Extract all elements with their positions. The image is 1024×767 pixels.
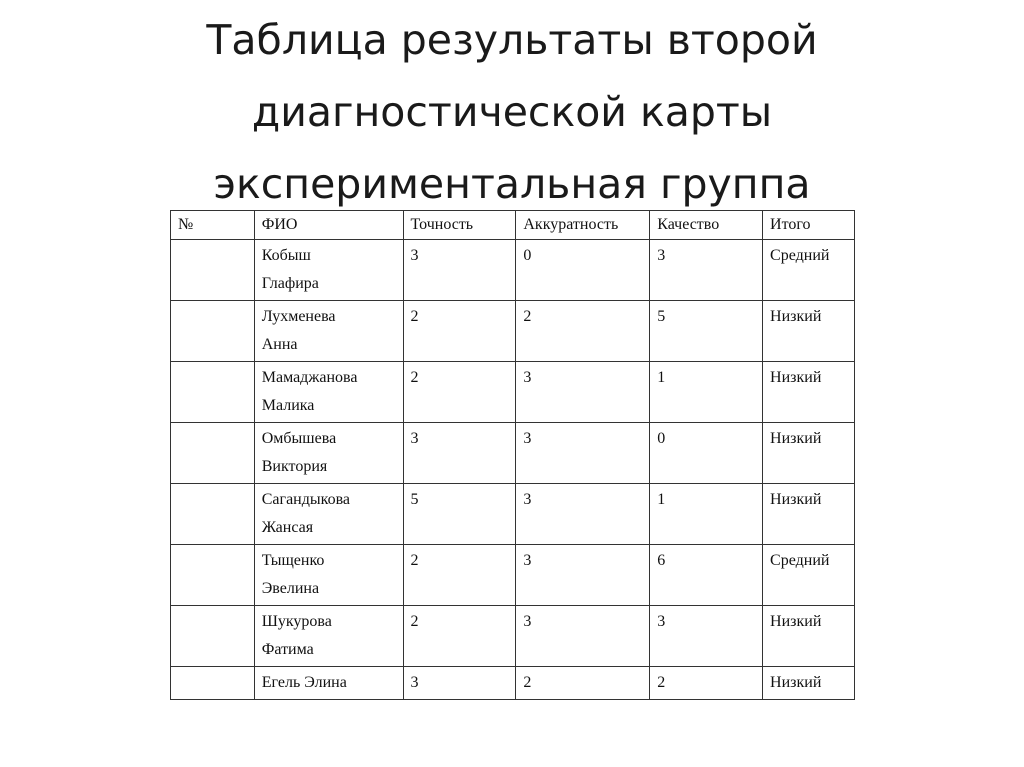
cell-quality: 3	[650, 240, 763, 301]
cell-accuracy: 2	[403, 545, 516, 606]
cell-name	[254, 667, 403, 700]
table-row	[171, 240, 855, 301]
name-line: Эвелина	[261, 580, 320, 597]
cell-total: Низкий	[763, 667, 855, 700]
cell-number	[171, 484, 255, 545]
name-line: Омбышева	[261, 430, 337, 447]
cell-neatness: 3	[516, 606, 650, 667]
cell-quality: 6	[650, 545, 763, 606]
cell-total: Низкий	[763, 301, 855, 362]
cell-number	[171, 240, 255, 301]
cell-total: Низкий	[763, 362, 855, 423]
name-line: Глафира	[261, 275, 319, 292]
header-number: №	[171, 211, 255, 240]
name-line: Фатима	[261, 641, 314, 658]
cell-number	[171, 545, 255, 606]
name-line: Тыщенко	[261, 552, 325, 569]
name-line: Виктория	[261, 458, 328, 475]
cell-name	[254, 606, 403, 667]
table-row	[171, 423, 855, 484]
slide-title	[60, 4, 964, 220]
cell-name	[254, 240, 403, 301]
header-accuracy: Точность	[403, 211, 516, 240]
table-body	[171, 240, 855, 700]
header-name: ФИО	[254, 211, 403, 240]
name-line: Сагандыкова	[261, 491, 351, 508]
cell-total: Низкий	[763, 606, 855, 667]
table-row	[171, 301, 855, 362]
cell-quality: 3	[650, 606, 763, 667]
cell-number	[171, 606, 255, 667]
cell-accuracy: 2	[403, 606, 516, 667]
header-total: Итого	[763, 211, 855, 240]
table-header-row	[171, 211, 855, 240]
cell-number	[171, 423, 255, 484]
cell-total: Низкий	[763, 484, 855, 545]
cell-name	[254, 484, 403, 545]
cell-quality: 1	[650, 362, 763, 423]
cell-neatness: 0	[516, 240, 650, 301]
cell-neatness: 2	[516, 667, 650, 700]
cell-name	[254, 545, 403, 606]
cell-accuracy: 3	[403, 667, 516, 700]
name-line: Шукурова	[261, 613, 332, 630]
title-line-3: экспериментальная группа	[213, 160, 811, 208]
title-line-1: Таблица результаты второй	[206, 16, 818, 64]
name-line: Лухменева	[261, 308, 336, 325]
cell-number	[171, 667, 255, 700]
table-row	[171, 362, 855, 423]
cell-number	[171, 301, 255, 362]
table-row	[171, 606, 855, 667]
cell-neatness: 2	[516, 301, 650, 362]
cell-total: Средний	[763, 240, 855, 301]
cell-quality: 0	[650, 423, 763, 484]
cell-accuracy: 2	[403, 301, 516, 362]
cell-accuracy: 3	[403, 240, 516, 301]
cell-neatness: 3	[516, 362, 650, 423]
cell-quality: 2	[650, 667, 763, 700]
cell-neatness: 3	[516, 423, 650, 484]
table-row	[171, 484, 855, 545]
name-line: Кобыш	[261, 247, 311, 264]
header-neatness: Аккуратность	[516, 211, 650, 240]
cell-neatness: 3	[516, 484, 650, 545]
name-line: Мамаджанова	[261, 369, 358, 386]
cell-quality: 5	[650, 301, 763, 362]
cell-neatness: 3	[516, 545, 650, 606]
table-row	[171, 667, 855, 700]
cell-name	[254, 301, 403, 362]
cell-name	[254, 362, 403, 423]
cell-accuracy: 3	[403, 423, 516, 484]
name-line: Егель Элина	[261, 674, 347, 691]
cell-total: Средний	[763, 545, 855, 606]
table-row	[171, 545, 855, 606]
cell-quality: 1	[650, 484, 763, 545]
cell-accuracy: 5	[403, 484, 516, 545]
name-line: Малика	[261, 397, 315, 414]
cell-number	[171, 362, 255, 423]
title-line-2: диагностической карты	[251, 88, 773, 136]
cell-name	[254, 423, 403, 484]
name-line: Анна	[261, 336, 298, 353]
name-line: Жансая	[261, 519, 314, 536]
results-table	[170, 210, 855, 700]
header-quality: Качество	[650, 211, 763, 240]
cell-total: Низкий	[763, 423, 855, 484]
cell-accuracy: 2	[403, 362, 516, 423]
